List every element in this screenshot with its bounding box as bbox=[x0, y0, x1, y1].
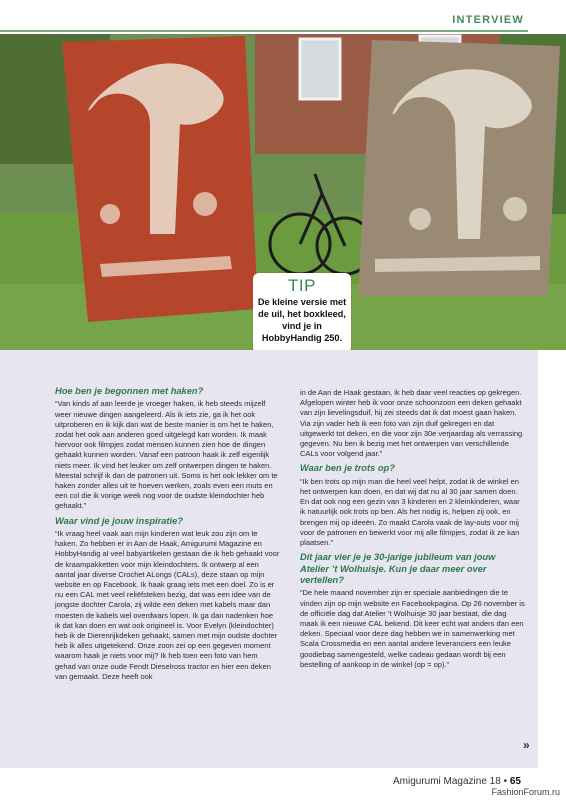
answer-paragraph: “Van kinds af aan leerde je vroeger haken, ik heb steeds mijzelf weer nieuwe dingen aangeleerd. Als ik iets zie, ga ik het ook uitproberen en ik kijk dan wat de beste manier is om het te haken, zodat het ook aan anderen goed uitgelegd kan worden. Ik maak hiervoor ook filmpjes zodat mensen kunnen zien hoe de dingen gehaakt kunnen worden. Vanaf een patroon haak ik zelf eigenlijk niets meer. Ik vind het leuker om zelf ontwerpen dingen te haken. Meestal schrijf ik dan de patronen uit. Soms is het ook lekker om te haken zonder alles uit te hoeven werken, zoals even een muts en een col die ik vorige week nog voor de oudste kleindochter heb gehaakt.” bbox=[55, 399, 278, 511]
footer-bullet: • bbox=[503, 776, 508, 787]
answer-paragraph: in de Aan de Haak gestaan, ik heb daar veel reacties op gekregen. Afgelopen winter heb ik voor onze schoonzoon een deken gehaakt van zijn lievelingsduif, hij zei steeds dat ik dat moest gaan haken. Via zijn vader heb ik een foto van zijn duif gekregen en dat uitgewerkt tot deken, en die voor zijn 30e verjaardag als verrassing gegeven. Nu ben ik bezig met het ontwerpen van verschillende CALs voor volgend jaar.” bbox=[300, 388, 523, 459]
magazine-name: Amigurumi Magazine 18 bbox=[392, 776, 501, 787]
answer-paragraph: “Ik ben trots op mijn man die heel veel helpt, zodat ik de winkel en het ontwerpen kan doen, en dat wij dat nu al 30 jaar samen doen. En dat ook nog een gezin van 3 kinderen en 2 kleinkinderen, waar ik natuurlijk ook trots op ben. Als het nodig is, helpen zij ook, en brengen mij op ideeën. Zo maakt Carola vaak de lay-outs voor mij voor de patronen en bewerkt voor mij alle filmpjes, zodat ik ze kan plaatsen.” bbox=[300, 476, 520, 548]
page-footer bbox=[393, 776, 521, 787]
continue-arrow-icon: » bbox=[523, 738, 530, 752]
section-label: INTERVIEW bbox=[452, 14, 524, 26]
article-column-1 bbox=[55, 386, 280, 686]
question-heading: Dit jaar vier je je 30-jarige jubileum van jouw Atelier ’t Wolhuisje. Kun je daar meer over vertellen? bbox=[300, 552, 496, 586]
blanket-left bbox=[62, 36, 258, 322]
article-column-2 bbox=[300, 388, 525, 674]
blanket-right bbox=[358, 40, 560, 296]
question-heading: Waar vind je jouw inspiratie? bbox=[55, 515, 183, 526]
answer-paragraph: “Ik vraag heel vaak aan mijn kinderen wat leuk zou zijn om te haken. Zo hebben er in Aan de Haak, Amigurumi Magazine en HobbyHandig al veel babyartikelen gestaan die ik heb gehaakt voor de kraampakketten voor mijn kleindochters. Ik ontwerp al een aantal jaar diverse Crochet ALongs (CALs), deze staan op mijn website en op Facebook. Ik haak graag iets met een doel. Zo is er nu een CAL met veel reliëfsteken bezig, dat was een idee van de jongste dochter Carola, zij wilde een deken met kabels maar dan moesten de kabels wel overdwars lopen. Ik ga dan nadenken hoe ik dat kan doen en wat ook origineel is. Voor Evelyn (kleindochter) heb ik de Dierenrijkdeken gehaakt, samen met mijn oudste dochter heb ik alles uitgetekend. Onze zoon zei op een gegeven moment waarom haak je niets voor mij? Ik heb toen een foto van hem gehad van onze oude Fendt Dieselross tractor en hier een deken van gemaakt. Deze heeft ook bbox=[55, 529, 280, 681]
tip-box bbox=[253, 273, 351, 353]
question-heading: Hoe ben je begonnen met haken? bbox=[55, 386, 204, 396]
watermark: FashionForum.ru bbox=[491, 787, 560, 797]
tip-text: De kleine versie met de uil, het boxkleed, vind je in HobbyHandig 250. bbox=[257, 297, 347, 343]
header-divider bbox=[0, 30, 528, 32]
question-heading: Waar ben je trots op? bbox=[300, 463, 395, 474]
tip-title: TIP bbox=[288, 276, 316, 295]
page-number: 65 bbox=[509, 776, 521, 787]
answer-paragraph: “De hele maand november zijn er speciale aanbiedingen die te vinden zijn op mijn website en Facebookpagina. Op 26 november is de officiële dag dat Atelier ’t Wolhuisje 30 jaar bestaat, die dag maak ik een nieuwe CAL bekend. Dit keer echt wat anders dan een deken. Speciaal voor deze dag hebben we in samenwerking met Scala Crossmedia en een aantal andere leveranciers een leuke goodiebag samengesteld, welke cadeau gedaan wordt bij een bestelling of aankoop in de winkel (op = op).” bbox=[300, 588, 525, 669]
